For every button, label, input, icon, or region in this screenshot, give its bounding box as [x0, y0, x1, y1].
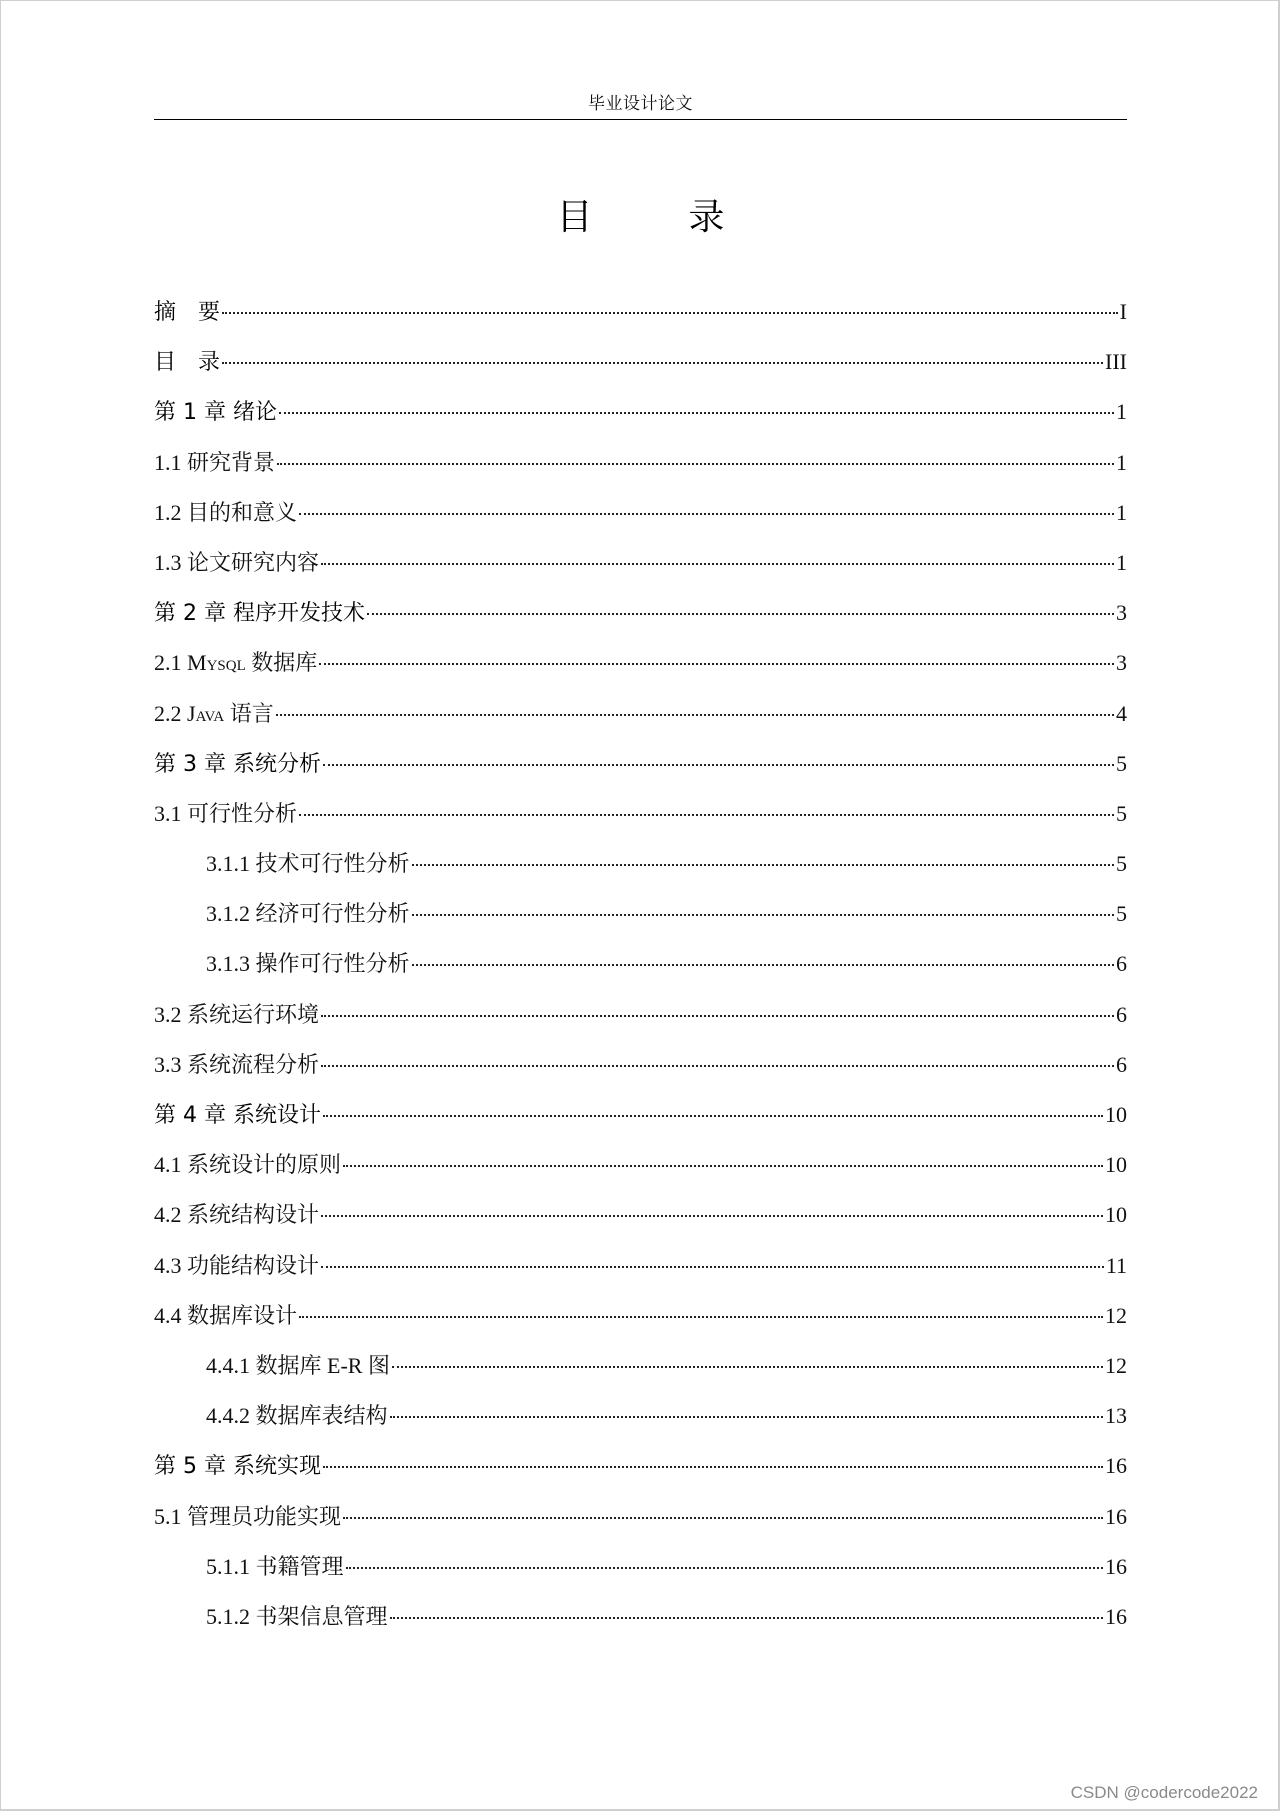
toc-entry-label: 1.3 论文研究内容: [154, 549, 320, 575]
toc-entry-page-number: 16: [1105, 1603, 1127, 1629]
toc-entry[interactable]: [154, 1190, 1127, 1240]
toc-entry-page-number: 12: [1105, 1302, 1127, 1328]
toc-entry-label: 4.3 功能结构设计: [154, 1252, 320, 1278]
toc-entry-page-number: 12: [1105, 1352, 1127, 1378]
dot-leader: [323, 1466, 1103, 1468]
toc-entry-page-number: 16: [1105, 1453, 1127, 1479]
toc-entry[interactable]: [154, 1241, 1127, 1291]
toc-entry[interactable]: [154, 789, 1127, 839]
dot-leader: [222, 362, 1103, 364]
toc-entry[interactable]: [154, 287, 1127, 337]
toc-entry-label: 第 5 章 系统实现: [154, 1454, 321, 1480]
toc-entry[interactable]: [154, 538, 1127, 588]
dot-leader: [299, 1316, 1103, 1318]
dot-leader: [321, 563, 1114, 565]
running-header: 毕业设计论文: [588, 94, 693, 113]
toc-entry-label: 目 录: [154, 350, 221, 376]
dot-leader: [321, 1065, 1114, 1067]
toc-entry[interactable]: [154, 1391, 1127, 1441]
header-rule: [154, 119, 1127, 120]
dot-leader: [390, 1617, 1103, 1619]
toc-entry-label: 4.1 系统设计的原则: [154, 1152, 342, 1178]
toc-entry[interactable]: [154, 1492, 1127, 1542]
toc-entry-page-number: 1: [1116, 499, 1127, 525]
dot-leader: [346, 1567, 1103, 1569]
toc-entry-label: 1.1 研究背景: [154, 449, 276, 475]
dot-leader: [412, 914, 1114, 916]
dot-leader: [321, 1215, 1103, 1217]
toc-entry-label: 1.2 目的和意义: [154, 499, 298, 525]
toc-entry-page-number: I: [1119, 299, 1127, 324]
toc-entry-label: 3.2 系统运行环境: [154, 1001, 320, 1027]
toc-entry-page-number: 5: [1116, 851, 1127, 877]
toc-entry-page-number: 10: [1105, 1152, 1127, 1178]
toc-entry[interactable]: [154, 438, 1127, 488]
toc-entry-label: 第 4 章 系统设计: [154, 1103, 321, 1128]
toc-entry-page-number: 16: [1105, 1503, 1127, 1529]
toc-entry-page-number: 5: [1116, 800, 1127, 826]
dot-leader: [299, 513, 1114, 515]
dot-leader: [277, 463, 1114, 465]
toc-title: 目 录: [556, 197, 755, 238]
toc-entry[interactable]: [154, 1040, 1127, 1090]
toc-entry-label: 3.1.2 经济可行性分析: [206, 901, 410, 927]
toc-entry-page-number: 10: [1105, 1102, 1127, 1127]
dot-leader: [392, 1366, 1103, 1368]
dot-leader: [299, 814, 1114, 816]
dot-leader: [412, 864, 1114, 866]
toc-entry[interactable]: [154, 1291, 1127, 1341]
toc-entry-page-number: 3: [1116, 600, 1127, 626]
toc-entry[interactable]: [154, 990, 1127, 1040]
toc-entry-page-number: 5: [1116, 750, 1127, 776]
toc-entry-page-number: 1: [1116, 449, 1127, 475]
toc-entry-page-number: 6: [1116, 1001, 1127, 1027]
toc-entry-label: 3.1.3 操作可行性分析: [206, 951, 410, 977]
dot-leader: [390, 1416, 1103, 1418]
dot-leader: [222, 312, 1118, 314]
toc-entry-page-number: 10: [1105, 1202, 1127, 1228]
dot-leader: [321, 1266, 1104, 1268]
dot-leader: [343, 1165, 1103, 1167]
toc-entry-page-number: 6: [1116, 1051, 1127, 1077]
dot-leader: [323, 764, 1114, 766]
toc-entry-label: 5.1 管理员功能实现: [154, 1503, 342, 1529]
dot-leader: [279, 412, 1114, 414]
toc-entry[interactable]: [154, 488, 1127, 538]
toc-entry[interactable]: [154, 1140, 1127, 1190]
toc-entry-label: 3.3 系统流程分析: [154, 1051, 320, 1077]
toc-entry-label: 5.1.2 书架信息管理: [206, 1603, 388, 1629]
dot-leader: [367, 613, 1114, 615]
toc-entry-label: 第 3 章 系统分析: [154, 751, 321, 777]
toc-entry-label: 4.4 数据库设计: [154, 1302, 298, 1328]
toc-entry[interactable]: [154, 739, 1127, 789]
dot-leader: [319, 663, 1114, 665]
toc-entry-label: 2.2 Java 语言: [154, 700, 274, 726]
toc-entry-label: 摘 要: [154, 300, 221, 325]
toc-entry-label: 第 2 章 程序开发技术: [154, 601, 365, 627]
dot-leader: [323, 1115, 1103, 1117]
toc-entry-page-number: 3: [1116, 650, 1127, 676]
dot-leader: [412, 964, 1114, 966]
toc-entry-page-number: III: [1105, 349, 1127, 375]
toc-entry-page-number: 6: [1116, 951, 1127, 977]
watermark: CSDN @codercode2022: [1070, 1783, 1258, 1802]
toc-entry[interactable]: [154, 889, 1127, 939]
toc-entry-label: 5.1.1 书籍管理: [206, 1553, 344, 1579]
toc-entry-label: 4.4.1 数据库 E-R 图: [206, 1352, 390, 1378]
dot-leader: [343, 1517, 1103, 1519]
toc-entry[interactable]: [154, 839, 1127, 889]
toc-entry[interactable]: [154, 638, 1127, 688]
toc-entry[interactable]: [154, 939, 1127, 989]
table-of-contents: [154, 287, 1127, 1642]
toc-entry-label: 2.1 Mysql 数据库: [154, 650, 318, 676]
toc-entry[interactable]: [154, 689, 1127, 739]
toc-entry[interactable]: [154, 387, 1127, 437]
dot-leader: [276, 714, 1114, 716]
toc-entry-label: 3.1.1 技术可行性分析: [206, 851, 410, 877]
dot-leader: [321, 1015, 1114, 1017]
toc-entry[interactable]: [154, 337, 1127, 387]
toc-entry[interactable]: [154, 1542, 1127, 1592]
toc-entry[interactable]: [154, 1592, 1127, 1642]
toc-entry-page-number: 1: [1116, 549, 1127, 575]
toc-entry-label: 3.1 可行性分析: [154, 800, 298, 826]
toc-entry[interactable]: [154, 1341, 1127, 1391]
toc-entry-page-number: 1: [1116, 399, 1127, 425]
toc-entry-label: 4.2 系统结构设计: [154, 1202, 320, 1228]
toc-entry-label: 4.4.2 数据库表结构: [206, 1403, 388, 1429]
toc-entry[interactable]: [154, 1090, 1127, 1140]
toc-entry-page-number: 4: [1116, 700, 1127, 726]
toc-entry-page-number: 11: [1105, 1252, 1127, 1278]
toc-entry-label: 第 1 章 绪论: [154, 400, 277, 426]
toc-entry[interactable]: [154, 1441, 1127, 1491]
toc-entry-page-number: 5: [1116, 901, 1127, 927]
toc-entry[interactable]: [154, 588, 1127, 638]
toc-entry-page-number: 13: [1105, 1403, 1127, 1429]
toc-entry-page-number: 16: [1105, 1553, 1127, 1579]
